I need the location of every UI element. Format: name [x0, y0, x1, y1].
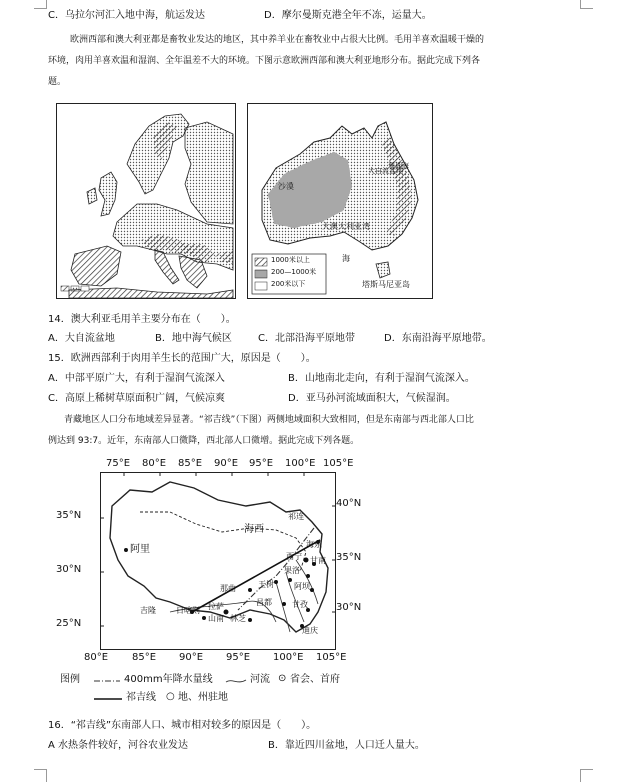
aus-legend-low: 200米以下: [271, 280, 306, 288]
left-lat-30: 30°N: [56, 564, 82, 575]
top-lon-80: 80°E: [142, 458, 167, 469]
q16-option-b: B．靠近四川盆地，人口迁人量大。: [268, 740, 425, 751]
legend-capital-icon: ⊙: [278, 673, 287, 684]
left-lat-35: 35°N: [56, 510, 82, 521]
legend-qiji-symbol: [92, 694, 124, 704]
q15-option-c: C．高原上稀树草原面积广阔，气候凉爽: [48, 393, 225, 404]
right-lat-30: 30°N: [336, 602, 362, 613]
aus-label-sea: 海: [342, 254, 350, 263]
place-qilian: 祁连: [288, 512, 304, 521]
intro1-line1: 欧洲西部和澳大利亚都是畜牧业发达的地区，其中养羊业在畜牧业中占很大比例。毛用羊喜欢温暖干燥的: [70, 35, 485, 45]
legend-rain-symbol: [92, 676, 122, 686]
top-lon-100: 100°E: [285, 458, 316, 469]
place-gannan: 甘南: [310, 556, 326, 565]
aus-label-gab: 大澳大利亚湾: [322, 222, 370, 231]
top-lon-90: 90°E: [214, 458, 239, 469]
bottom-lon-90: 90°E: [179, 652, 204, 663]
aus-legend-mid: 200—1000米: [271, 268, 317, 276]
europe-terrain-map: [56, 103, 236, 299]
q14-option-c: C．北部沿海平原地带: [258, 333, 355, 344]
right-lat-40: 40°N: [336, 498, 362, 509]
legend-river-symbol: [224, 676, 248, 686]
crop-mark-top-right: [580, 0, 593, 9]
q16-stem: 16．“祁吉线”东南部人口、城市相对较多的原因是（ ）。: [48, 720, 317, 731]
q16-option-a: A 水热条件较好，河谷农业发达: [48, 740, 189, 751]
right-lat-35: 35°N: [336, 552, 362, 563]
bottom-lon-100: 100°E: [273, 652, 304, 663]
place-xining: 西宁: [286, 552, 302, 561]
q15-option-b: B．山地南北走向，有利于湿润气流深入。: [288, 373, 475, 384]
left-lat-25: 25°N: [56, 618, 82, 629]
place-aba: 阿坝: [294, 582, 310, 591]
aus-legend-high: 1000米以上: [271, 256, 310, 264]
q13-option-c: C．乌拉尔河汇入地中海，航运发达: [48, 10, 205, 21]
top-lon-105: 105°E: [323, 458, 354, 469]
bottom-lon-80: 80°E: [84, 652, 109, 663]
place-yushu: 玉树: [258, 580, 274, 589]
aus-label-tasmania: 塔斯马尼亚岛: [362, 280, 410, 289]
q14-option-d: D．东南沿海平原地带。: [384, 333, 492, 344]
place-nagqu: 那曲: [220, 584, 236, 593]
q15-stem: 15．欧洲西部利于肉用羊生长的范围广大，原因是（ ）。: [48, 353, 316, 364]
q15-option-d: D．亚马孙河流域面积大，气候湿润。: [288, 393, 456, 404]
legend-seat-icon: ○: [166, 691, 175, 702]
place-nyingchi: 林芝: [230, 614, 246, 623]
place-shigatse: 日喀则: [176, 606, 200, 615]
intro1-line3: 题。: [48, 77, 67, 87]
q14-stem: 14．澳大利亚毛用羊主要分布在（ ）。: [48, 314, 236, 325]
place-shannan: 山南: [208, 614, 224, 623]
q14-option-b: B．地中海气候区: [155, 333, 232, 344]
place-guoluo: 果洛: [284, 566, 300, 575]
legend-title: 图例: [60, 674, 80, 685]
place-lhasa: 拉萨: [208, 602, 224, 611]
place-ganzi: 甘孜: [292, 600, 308, 609]
intro2-line1: 青藏地区人口分布地域差异显著。“祁吉线”（下图）两侧地域面积大致相同，但是东南部与西北部人口比: [64, 415, 474, 425]
legend-river-text: 河流: [250, 674, 270, 685]
place-jilong: 吉隆: [140, 606, 156, 615]
aus-label-desert: 沙漠: [278, 182, 294, 191]
crop-mark-bottom-right: [580, 769, 593, 782]
australia-terrain-map: [247, 103, 433, 299]
q15-option-a: A．中部平原广大，有利于湿润气流深入: [48, 373, 225, 384]
legend-qiji-text: 祁吉线: [126, 692, 156, 703]
intro1-line2: 环境，肉用羊喜欢温和湿润、全年温差不大的环境。下图示意欧洲西部和澳大利亚地形分布。据此完成下列各: [48, 56, 481, 66]
legend-capital-text: 省会、首府: [290, 674, 340, 685]
qinghai-tibet-map: [48, 454, 368, 706]
aus-label-basin: 大自流盆地: [368, 167, 403, 175]
bottom-lon-95: 95°E: [226, 652, 251, 663]
q14-option-a: A．大自流盆地: [48, 333, 115, 344]
place-haixi: 海西: [244, 524, 264, 535]
place-ali: 阿里: [130, 544, 150, 555]
place-diqing: 迪庆: [302, 626, 318, 635]
place-haidong: 海东: [306, 540, 322, 549]
bottom-lon-85: 85°E: [132, 652, 157, 663]
bottom-lon-105: 105°E: [316, 652, 347, 663]
q13-option-d: D．摩尔曼斯克港全年不冻，运量大。: [264, 10, 432, 21]
legend-seat-text: 地、州驻地: [178, 692, 228, 703]
top-lon-95: 95°E: [249, 458, 274, 469]
crop-mark-bottom-left: [34, 769, 47, 782]
top-lon-75: 75°E: [106, 458, 131, 469]
crop-mark-top-left: [34, 0, 47, 9]
top-lon-85: 85°E: [178, 458, 203, 469]
intro2-line2: 例达到 93:7。近年，东南部人口微降，西北部人口微增。据此完成下列各题。: [48, 436, 360, 446]
place-qamdo: 昌都: [256, 598, 272, 607]
europe-map-graphic: [57, 104, 235, 298]
aus-label-coral: 珊瑚海: [388, 162, 409, 170]
legend-rain-text: 400mm年降水量线: [124, 674, 213, 685]
